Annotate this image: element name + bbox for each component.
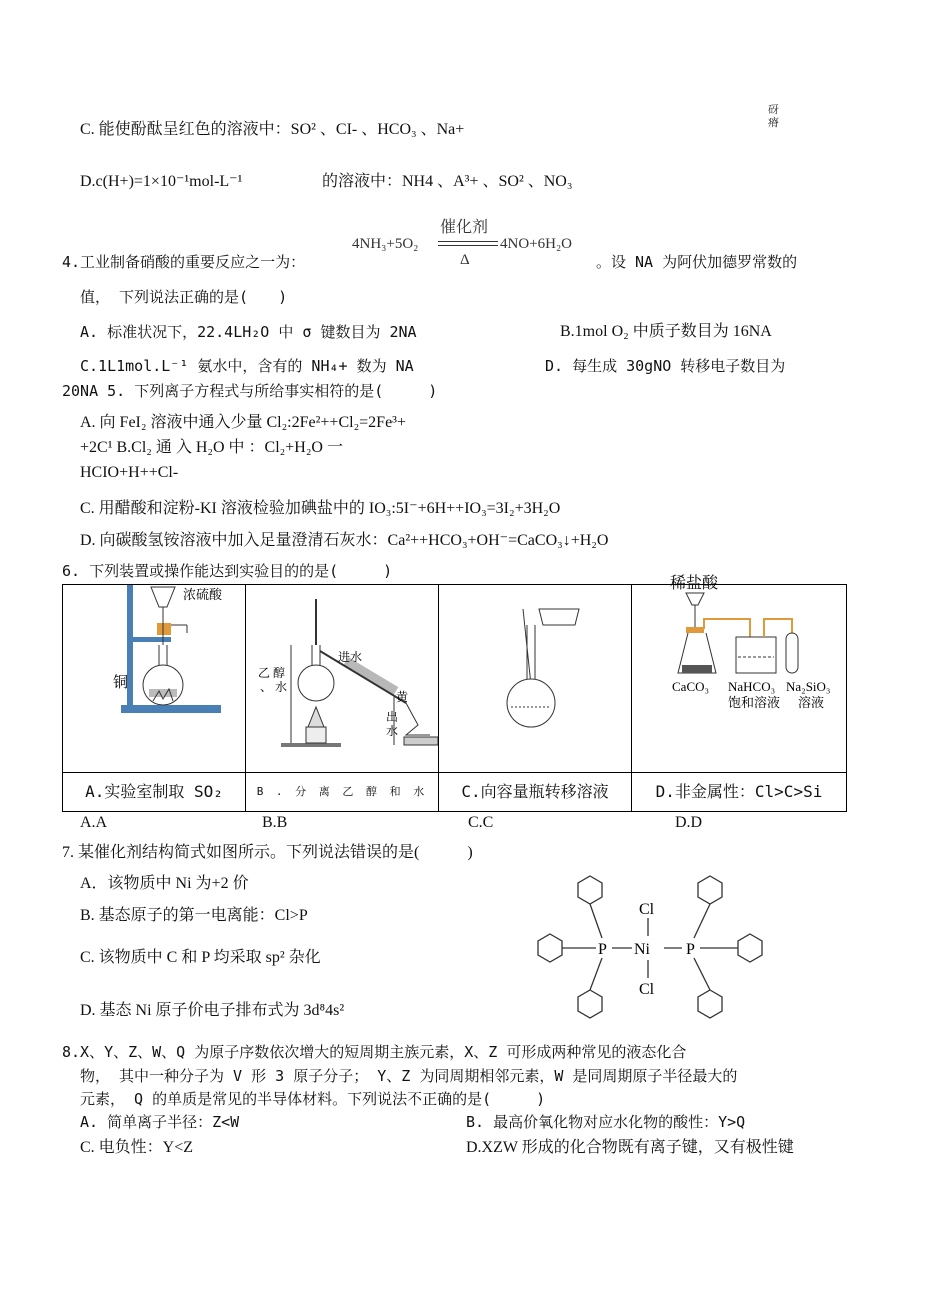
caco3-solid xyxy=(682,665,712,673)
label-na2sio3: Na₂SiO₃ xyxy=(786,679,831,694)
caption-d: D.非金属性：Cl>C>Si xyxy=(632,773,847,812)
label-solution: 溶液 xyxy=(798,695,825,710)
q7-option-a: A．该物质中 Ni 为+2 价 xyxy=(80,875,249,892)
q4-stem: 4.工业制备硝酸的重要反应之一为： xyxy=(62,253,306,271)
separatory-funnel xyxy=(151,587,175,607)
bond-p1-top xyxy=(590,904,602,938)
label-water-out: 出 xyxy=(386,710,399,724)
label-nahco3: NaHCO₃ xyxy=(728,679,776,694)
atom-p-left: P xyxy=(598,941,607,958)
atom-cl-top: Cl xyxy=(639,901,655,918)
q6-option-b: B.B xyxy=(262,814,288,831)
q3-option-d-right: 的溶液中：NH4 、A³+ 、SO² 、NO₃ xyxy=(322,173,573,190)
q4-equation-right: 4NO+6H₂O xyxy=(500,236,573,252)
q5-option-a-line3: HCIO+H++Cl- xyxy=(80,464,179,481)
label-water-out-2: 水 xyxy=(386,724,399,738)
test-tube xyxy=(786,633,798,673)
q8-stem-line2: 物， 其中一种分子为 V 形 3 原子分子； Y、Z 为同周期相邻元素，W 是同周期原子半径最大的 xyxy=(80,1067,738,1085)
q8-stem-line1: 8.X、Y、Z、W、Q 为原子序数依次增大的短周期主族元素，X、Z 可形成两种常见的液态化合 xyxy=(62,1043,687,1061)
q4-stem-tail: 。设 NA 为阿伏加德罗常数的 xyxy=(596,253,798,271)
phenyl-ring-bottom-left xyxy=(578,990,602,1018)
phenyl-ring-top-left xyxy=(578,876,602,904)
q8-option-d: D.XZW 形成的化合物既有离子键，又有极性键 xyxy=(466,1139,794,1156)
apparatus-b-diagram xyxy=(246,585,438,767)
wash-bottle xyxy=(736,637,776,673)
q4-equation-left: 4NH₃+5O₂ xyxy=(352,236,419,252)
q4-stem-line2: 值， 下列说法正确的是( ) xyxy=(80,288,288,306)
q5-option-a-line1: A. 向 FeI₂ 溶液中通入少量 Cl₂:2Fe²++Cl₂=2Fe³+ xyxy=(80,414,406,431)
q5-stem: 20NA 5. 下列离子方程式与所给事实相符的是( ) xyxy=(62,382,438,400)
label-yellow: 黄 xyxy=(396,690,409,704)
q4-option-c: C.1L1mol.L⁻¹ 氨水中，含有的 NH₄+ 数为 NA xyxy=(80,357,414,375)
alcohol-lamp xyxy=(306,727,326,743)
q4-option-a: A. 标准状况下，22.4LH₂O 中 σ 键数目为 2NA xyxy=(80,323,417,341)
corner-mark: 砑瘠 xyxy=(768,104,779,129)
q6-option-a: A.A xyxy=(80,814,108,831)
atom-p-right: P xyxy=(686,941,695,958)
label-water-in: 进水 xyxy=(338,650,363,664)
phenyl-ring-left xyxy=(538,934,562,962)
stopper xyxy=(157,623,171,635)
q5-option-d: D. 向碳酸氢铵溶液中加入足量澄清石灰水：Ca²++HCO₃+OH⁻=CaCO₃↓+H₂O xyxy=(80,532,609,549)
receiver-base xyxy=(404,737,438,745)
q6-apparatus-table xyxy=(62,584,847,812)
atom-cl-bottom: Cl xyxy=(639,981,655,998)
stand-base-b xyxy=(281,743,341,747)
beaker xyxy=(539,609,579,625)
phenyl-ring-bottom-right xyxy=(698,990,722,1018)
q8-stem-line3: 元素， Q 的单质是常见的半导体材料。下列说法不正确的是( ) xyxy=(80,1090,546,1108)
q6-stem: 6. 下列装置或操作能达到实验目的的是( ) xyxy=(62,562,393,580)
apparatus-a-diagram xyxy=(63,585,245,767)
iron-stand-base xyxy=(121,705,221,713)
q4-option-b: B.1mol O₂ 中质子数目为 16NA xyxy=(560,323,772,340)
apparatus-c-diagram xyxy=(439,585,631,767)
q4-equation-catalyst: 催化剂 xyxy=(440,219,489,236)
caption-c: C.向容量瓶转移溶液 xyxy=(439,773,632,812)
distilling-flask xyxy=(298,665,334,701)
bond-p2-bottom xyxy=(694,958,710,990)
bond-p2-top xyxy=(694,904,710,938)
apparatus-d-cell xyxy=(632,585,847,773)
stopper-d xyxy=(686,627,704,633)
phenyl-ring-right xyxy=(738,934,762,962)
q4-option-d: D. 每生成 30gNO 转移电子数目为 xyxy=(545,357,786,375)
q8-option-a: A. 简单离子半径：Z<W xyxy=(80,1113,240,1131)
q6-label-hcl: 稀盐酸 xyxy=(670,575,719,592)
apparatus-b-cell xyxy=(246,585,439,773)
q7-option-d: D. 基态 Ni 原子价电子排布式为 3d⁸4s² xyxy=(80,1002,345,1019)
clamp-arm xyxy=(127,637,171,642)
label-conc-h2so4: 浓硫酸 xyxy=(183,587,223,602)
q5-option-a-line2: +2C¹ B.Cl₂ 通 入 H₂O 中 ：Cl₂+H₂O 一 xyxy=(80,439,343,456)
bond-p1-bottom xyxy=(590,958,602,990)
dropping-funnel xyxy=(686,593,704,605)
caption-a: A.实验室制取 SO₂ xyxy=(63,773,246,812)
q7-stem: 7. 某催化剂结构简式如图所示。下列说法错误的是( ) xyxy=(62,844,473,861)
label-copper: 铜 xyxy=(113,675,129,691)
q7-option-c: C. 该物质中 C 和 P 均采取 sp² 杂化 xyxy=(80,949,321,966)
q6-option-d: D.D xyxy=(675,814,703,831)
apparatus-d-diagram xyxy=(632,585,846,767)
volumetric-flask xyxy=(507,679,555,727)
q3-option-d-left: D.c(H+)=1×10⁻¹mol-L⁻¹ xyxy=(80,173,243,190)
caption-b: B . 分 离 乙 醇 和 水 xyxy=(246,773,439,812)
q3-option-c: C. 能使酚酞呈红色的溶液中：SO² 、CI- 、HCO₃ 、Na+ xyxy=(80,121,465,138)
q5-option-c: C. 用醋酸和淀粉-KI 溶液检验加碘盐中的 IO₃:5I⁻+6H++IO₃=3I₂+3H₂O xyxy=(80,500,561,517)
q6-option-c: C.C xyxy=(468,814,494,831)
atom-ni: Ni xyxy=(634,941,650,958)
condenser-jacket xyxy=(346,661,396,691)
q4-equation-condition: Δ xyxy=(460,252,470,268)
label-saturated: 饱和溶液 xyxy=(728,695,781,710)
apparatus-a-cell xyxy=(63,585,246,773)
label-water-mix: 、 水 xyxy=(260,680,288,694)
q8-option-b: B. 最高价氧化物对应水化物的酸性：Y>Q xyxy=(466,1113,746,1131)
phenyl-ring-top-right xyxy=(698,876,722,904)
receiver xyxy=(406,703,430,735)
alcohol-lamp-flame xyxy=(308,707,324,727)
q7-structure-diagram xyxy=(530,868,770,1028)
label-caco3: CaCO₃ xyxy=(672,679,710,694)
flask-liquid xyxy=(149,689,177,697)
q7-option-b: B. 基态原子的第一电离能：Cl>P xyxy=(80,907,308,924)
label-ethanol: 乙 醇 xyxy=(258,666,286,680)
q4-equation-double-line xyxy=(438,241,498,246)
q8-option-c: C. 电负性：Y<Z xyxy=(80,1139,194,1156)
apparatus-c-cell xyxy=(439,585,632,773)
